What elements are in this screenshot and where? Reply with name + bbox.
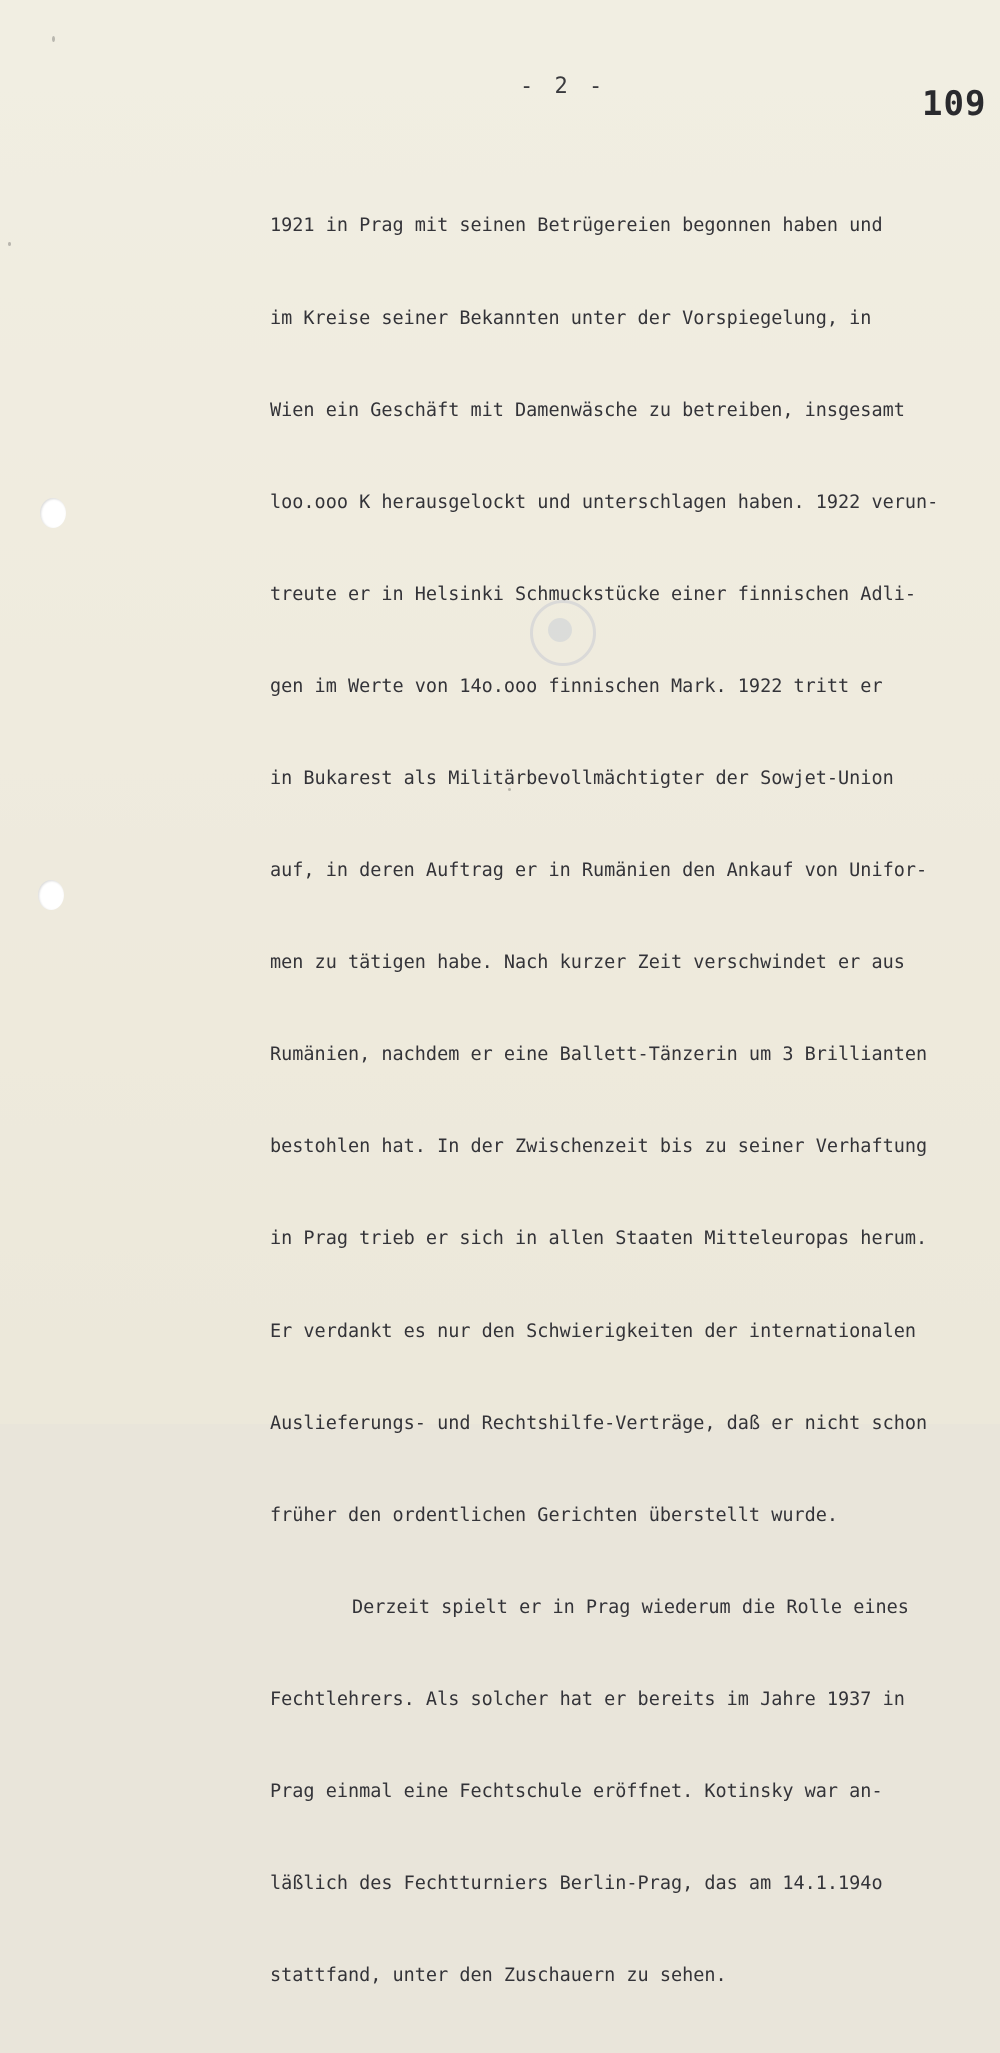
text-line: früher den ordentlichen Gerichten überstellt wurde. <box>270 1504 839 1526</box>
text-line: Wien ein Geschäft mit Damenwäsche zu betreiben, insgesamt <box>270 399 905 421</box>
text-line: loo.ooo K herausgelockt und unterschlagen haben. 1922 verun- <box>270 491 939 513</box>
folio-number: 109 <box>922 84 987 124</box>
text-line: treute er in Helsinki Schmuckstücke einer finnischen Adli- <box>270 583 917 605</box>
punch-hole-top <box>40 498 66 528</box>
text-line: in Prag trieb er sich in allen Staaten Mitteleuropas herum. <box>270 1228 928 1250</box>
text-line: im Kreise seiner Bekannten unter der Vorspiegelung, in <box>270 307 872 329</box>
text-line: auf, in deren Auftrag er in Rumänien den Ankauf von Unifor- <box>270 860 928 882</box>
text-line-indented: Derzeit spielt er in Prag wiederum die Rolle eines <box>352 1596 909 1618</box>
text-line: in Bukarest als Militärbevollmächtigter der Sowjet-Union <box>270 767 894 789</box>
punch-hole-bottom <box>38 880 64 910</box>
text-line: läßlich des Fechtturniers Berlin-Prag, das am 14.1.194o <box>270 1873 883 1895</box>
body-text <box>270 150 995 2053</box>
text-line: men zu tätigen habe. Nach kurzer Zeit verschwindet er aus <box>270 952 905 974</box>
ink-mark <box>8 242 11 246</box>
text-line: Prag einmal eine Fechtschule eröffnet. Kotinsky war an- <box>270 1781 883 1802</box>
text-line: bestohlen hat. In der Zwischenzeit bis zu seiner Verhaftung <box>270 1136 928 1158</box>
text-line: 1921 in Prag mit seinen Betrügereien begonnen haben und <box>270 215 883 237</box>
text-line: Er verdankt es nur den Schwierigkeiten der internationalen <box>270 1320 917 1342</box>
text-line: Fechtlehrers. Als solcher hat er bereits im Jahre 1937 in <box>270 1688 905 1710</box>
page-number: - 2 - <box>520 74 607 99</box>
text-line: Auslieferungs- und Rechtshilfe-Verträge, daß er nicht schon <box>270 1412 928 1434</box>
text-line: stattfand, unter den Zuschauern zu sehen. <box>270 1965 727 1987</box>
text-line: gen im Werte von 14o.ooo finnischen Mark. 1922 tritt er <box>270 675 883 697</box>
ink-mark <box>52 36 55 42</box>
text-line: Rumänien, nachdem er eine Ballett-Tänzerin um 3 Brillianten <box>270 1044 928 1066</box>
